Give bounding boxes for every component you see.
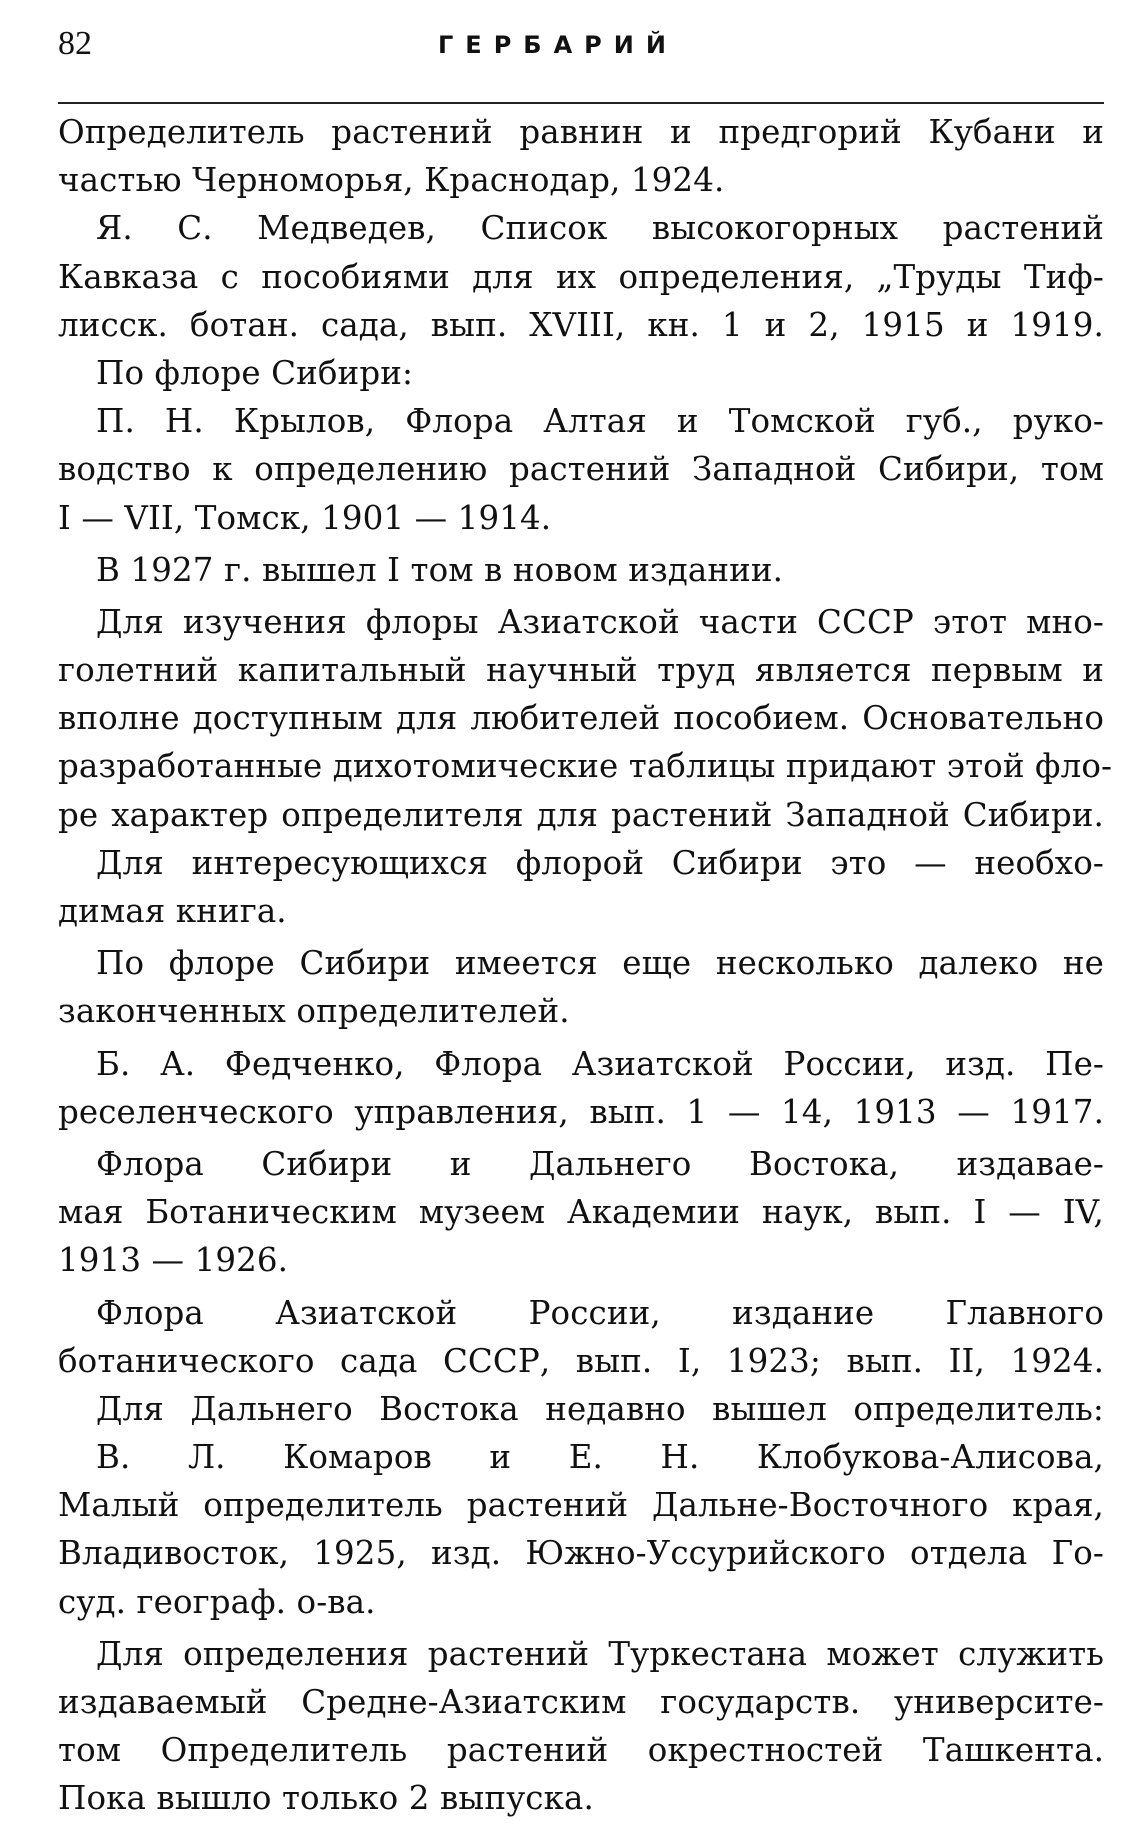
text-line: вполне доступным для любителей пособием. Основательно <box>58 699 1104 738</box>
text-line: Я. С. Медведев, Список высокогорных растений <box>96 209 1104 248</box>
text-line: частью Черноморья, Краснодар, 1924. <box>58 161 725 200</box>
text-line: По флоре Сибири имеется еще несколько далеко не <box>96 944 1104 983</box>
page-header <box>58 22 1104 78</box>
text-line: суд. географ. о-ва. <box>58 1582 376 1621</box>
text-line: разработанные дихотомические таблицы придают этой фло- <box>58 747 1113 786</box>
text-line: Для Дальнего Востока недавно вышел определитель: <box>96 1389 1104 1428</box>
text-line: Для определения растений Туркестана может служить <box>96 1634 1104 1673</box>
text-line: том Определитель растений окрестностей Ташкента. <box>58 1731 1104 1770</box>
text-line: ре характер определителя для растений Западной Сибири. <box>58 795 1104 834</box>
text-line: законченных определителей. <box>58 992 570 1031</box>
text-line: ботанического сада СССР, вып. I, 1923; вып. II, 1924. <box>58 1341 1104 1380</box>
text-line: Для интересующихся флорой Сибири это — необхо- <box>96 843 1104 882</box>
text-line: Флора Сибири и Дальнего Востока, издавае- <box>96 1144 1104 1183</box>
text-line: лисск. ботан. сада, вып. XVIII, кн. 1 и 2, 1915 и 1919. <box>58 305 1104 344</box>
text-line: Флора Азиатской России, издание Главного <box>96 1293 1104 1332</box>
text-line: В. Л. Комаров и Е. Н. Клобукова-Алисова, <box>96 1438 1104 1477</box>
text-line: Определитель растений равнин и предгорий Кубани и <box>58 113 1104 151</box>
header-rule <box>58 102 1104 104</box>
text-line: димая книга. <box>58 892 287 930</box>
text-line: водство к определению растений Западной Сибири, том <box>58 450 1104 489</box>
text-line: издаваемый Средне-Азиатским государств. университе- <box>58 1683 1104 1721</box>
text-line: Для изучения флоры Азиатской части СССР этот мно- <box>96 602 1104 641</box>
text-line: Пока вышло только 2 выпуска. <box>58 1779 594 1818</box>
page-number: 82 <box>58 25 92 62</box>
body-text <box>58 108 1113 1823</box>
text-line: реселенческого управления, вып. 1 — 14, 1913 — 1917. <box>58 1092 1104 1131</box>
text-line: П. Н. Крылов, Флора Алтая и Томской губ., руко- <box>96 402 1104 441</box>
text-line: Б. А. Федченко, Флора Азиатской России, изд. Пе- <box>96 1044 1104 1083</box>
text-line: В 1927 г. вышел I том в новом издании. <box>96 550 784 589</box>
text-line: I — VII, Томск, 1901 — 1914. <box>58 498 552 537</box>
text-line: мая Ботаническим музеем Академии наук, вып. I — IV, <box>58 1193 1104 1232</box>
text-line: Малый определитель растений Дальне-Восточного края, <box>58 1486 1104 1525</box>
text-line: 1913 — 1926. <box>58 1241 289 1280</box>
text-line: голетний капитальный научный труд является первым и <box>58 651 1104 690</box>
book-page <box>58 0 1113 1842</box>
text-line: Владивосток, 1925, изд. Южно-Уссурийского отдела Го- <box>58 1534 1104 1573</box>
running-title: ГЕРБАРИЙ <box>438 31 678 59</box>
text-line: По флоре Сибири: <box>96 353 414 392</box>
text-line: Кавказа с пособиями для их определения, „Труды Тиф- <box>58 257 1104 296</box>
